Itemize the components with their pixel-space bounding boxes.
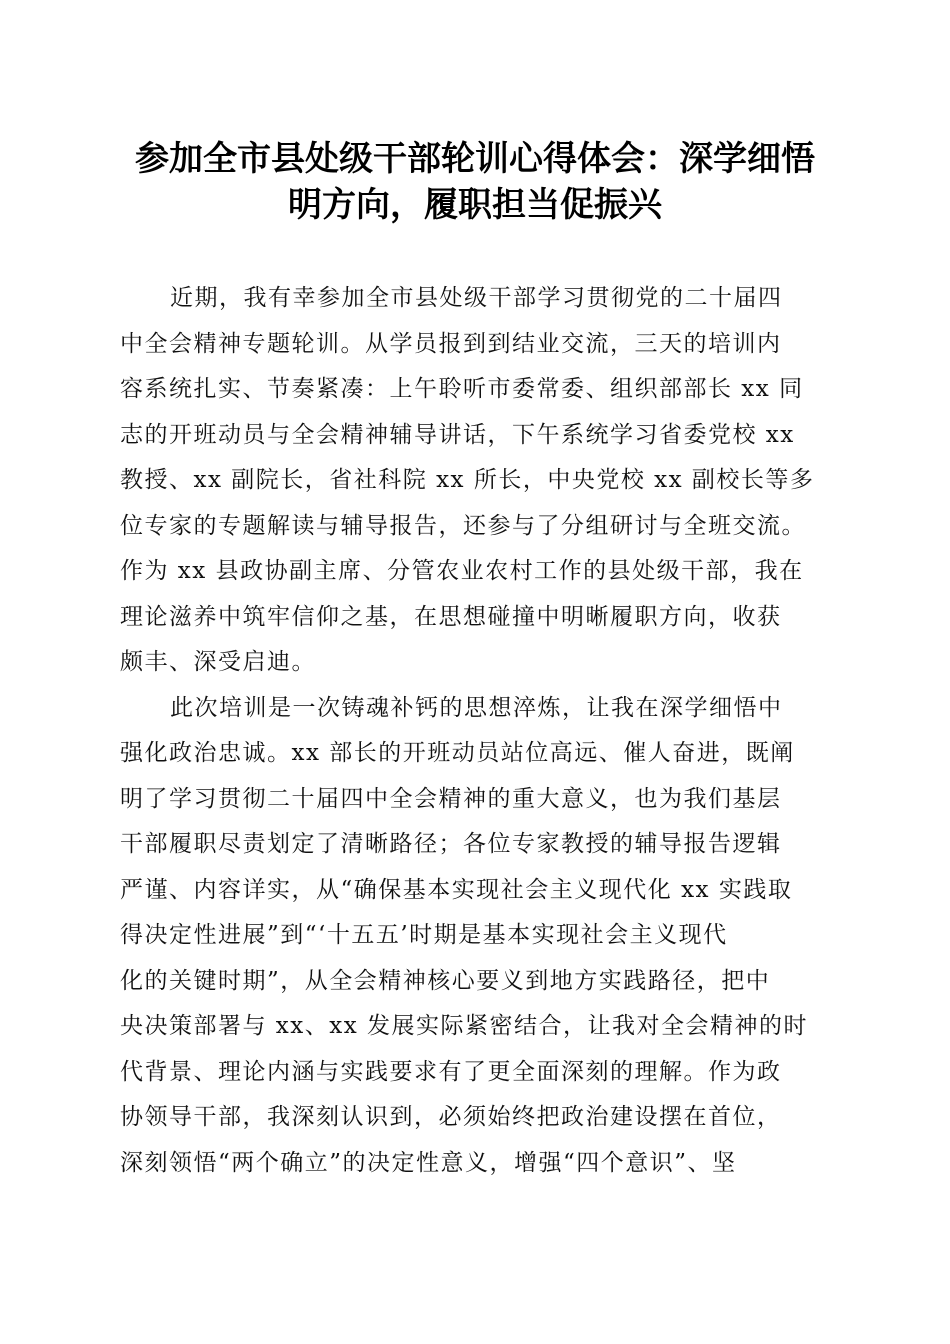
document-title [100, 136, 850, 228]
paragraph-2-line-8: 央决策部署与 xx、xx 发展实际紧密结合，让我对全会精神的时 [120, 1013, 809, 1039]
paragraph-2-line-6: 得决定性进展”到“‘十五五’时期是基本实现社会主义现代 [120, 922, 728, 948]
paragraph-2-line-7: 化的关键时期”，从全会精神核心要义到地方实践路径，把中 [120, 967, 771, 994]
paragraph-1-line-3: 容系统扎实、节奏紧凑：上午聆听市委常委、组织部部长 xx 同 [120, 376, 804, 402]
title-line-2: 明方向，履职担当促振兴 [288, 185, 662, 225]
paragraph-2-line-2: 强化政治忠诚。xx 部长的开班动员站位高远、催人奋进，既阐 [120, 740, 795, 766]
paragraph-1-line-8: 理论滋养中筑牢信仰之基，在思想碰撞中明晰履职方向，收获 [120, 603, 782, 630]
paragraph-1-line-6: 位专家的专题解读与辅导报告，还参与了分组研讨与全班交流。 [120, 512, 806, 539]
paragraph-2-line-10: 协领导干部，我深刻认识到，必须始终把政治建设摆在首位， [120, 1104, 782, 1130]
paragraph-1-line-2: 中全会精神专题轮训。从学员报到到结业交流，三天的培训内 [120, 330, 782, 357]
paragraph-2-line-3: 明了学习贯彻二十届四中全会精神的重大意义，也为我们基层 [120, 785, 782, 812]
title-line-1: 参加全市县处级干部轮训心得体会：深学细悟 [135, 139, 815, 179]
paragraph-1-line-5: 教授、xx 副院长，省社科院 xx 所长，中央党校 xx 副校长等多 [120, 467, 815, 493]
paragraph-2-line-5: 严谨、内容详实，从“确保基本实现社会主义现代化 xx 实践取 [120, 876, 793, 903]
paragraph-1-line-4: 志的开班动员与全会精神辅导讲话，下午系统学习省委党校 xx [120, 421, 795, 448]
paragraph-1-line-1: 近期，我有幸参加全市县处级干部学习贯彻党的二十届四 [170, 285, 783, 311]
paragraph-2-line-9: 代背景、理论内涵与实践要求有了更全面深刻的理解。作为政 [120, 1058, 782, 1085]
paragraph-1-line-9: 颇丰、深受启迪。 [120, 649, 316, 675]
paragraph-2-line-11: 深刻领悟“两个确立”的决定性意义，增强“四个意识”、坚 [120, 1149, 737, 1176]
paragraph-1-line-7: 作为 xx 县政协副主席、分管农业农村工作的县处级干部，我在 [120, 558, 804, 584]
paragraph-2-line-1: 此次培训是一次铸魂补钙的思想淬炼，让我在深学细悟中 [170, 694, 783, 721]
document-body [120, 276, 835, 1186]
paragraph-2-line-4: 干部履职尽责划定了清晰路径；各位专家教授的辅导报告逻辑 [120, 831, 782, 857]
